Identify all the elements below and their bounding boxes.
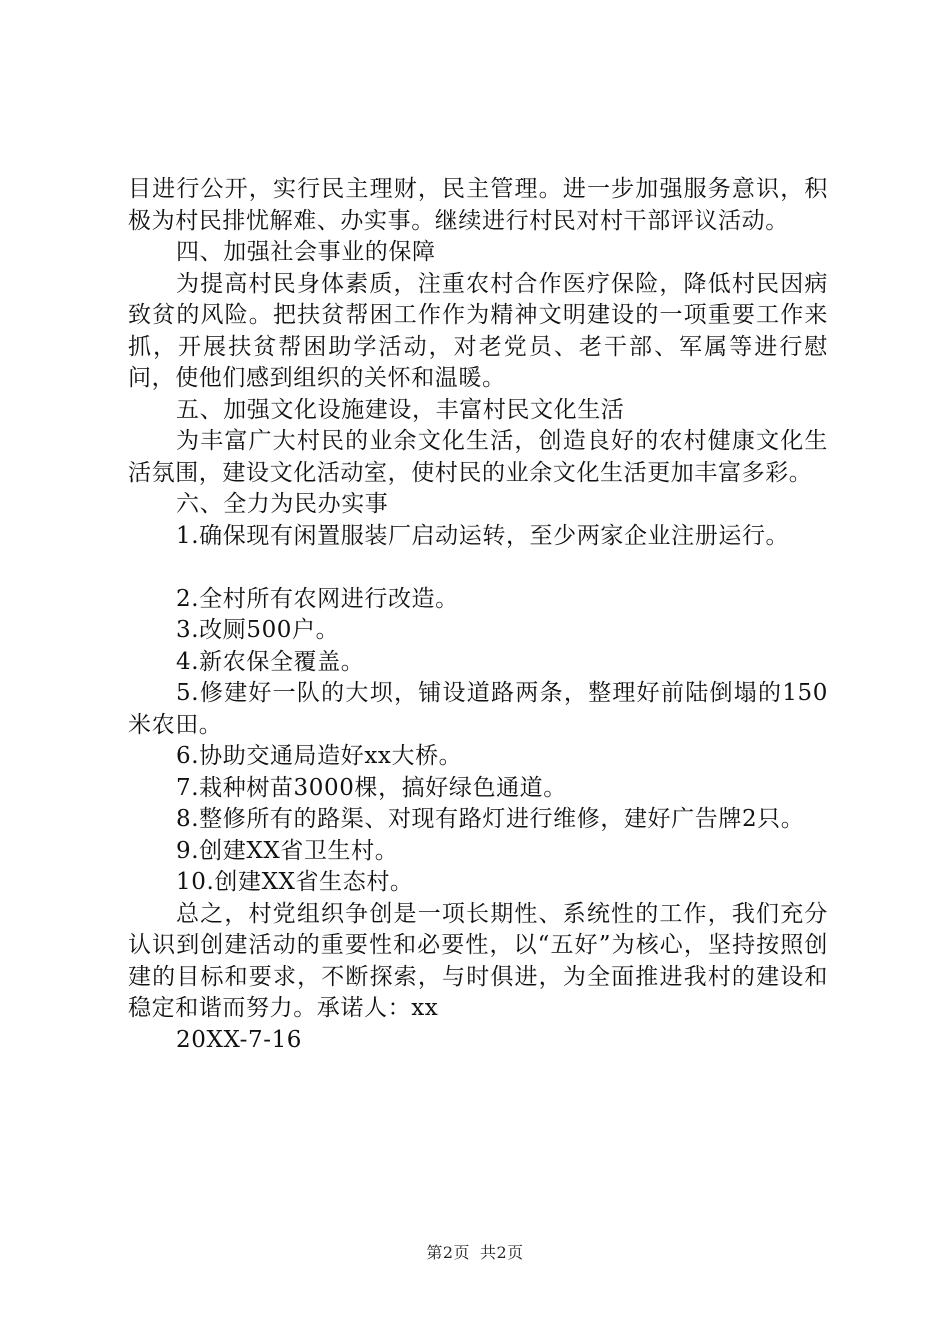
page-total: 共2页 xyxy=(480,1243,524,1262)
list-item-8: 8.整修所有的路渠、对现有路灯进行维修，建好广告牌2只。 xyxy=(176,806,805,832)
list-item-6: 6.协助交通局造好xx大桥。 xyxy=(176,743,463,769)
list-item-4: 4.新农保全覆盖。 xyxy=(176,648,365,675)
list-item-5: 5.修建好一队的大坝，铺设道路两条，整理好前陆倒塌的150米农田。 xyxy=(128,680,828,738)
heading-social-security: 四、加强社会事业的保障 xyxy=(176,239,436,265)
list-item-2: 2.全村所有农网进行改造。 xyxy=(176,585,459,612)
document-body xyxy=(128,174,828,1056)
paragraph-culture-life: 为丰富广大村民的业余文化生活，创造良好的农村健康文化生活氛围，建设文化活动室，使村民的业余文化生活更加丰富多彩。 xyxy=(128,428,828,486)
heading-practical-matters: 六、全力为民办实事 xyxy=(176,491,389,517)
document-date: 20XX-7-16 xyxy=(176,1026,303,1053)
list-item-9: 9.创建XX省卫生村。 xyxy=(176,837,399,864)
page-footer xyxy=(0,1243,950,1263)
paragraph-conclusion: 总之，村党组织争创是一项长期性、系统性的工作，我们充分认识到创建活动的重要性和必要性，以“五好”为核心，坚持按照创建的目标和要求，不断探索，与时俱进，为全面推进我村的建设和稳定和谐而努力。承诺人：xx xyxy=(128,900,828,1021)
paragraph-public-management: 目进行公开，实行民主理财，民主管理。进一步加强服务意识，积极为村民排忧解难、办实事。继续进行村民对村干部评议活动。 xyxy=(128,176,828,234)
list-item-10: 10.创建XX省生态村。 xyxy=(176,869,414,895)
list-item-3: 3.改厕500户。 xyxy=(176,617,340,643)
paragraph-health-insurance: 为提高村民身体素质，注重农村合作医疗保险，降低村民因病致贫的风险。把扶贫帮困工作作为精神文明建设的一项重要工作来抓，开展扶贫帮困助学活动，对老党员、老干部、军属等进行慰问，使他们感到组织的关怀和温暖。 xyxy=(128,270,828,391)
list-item-1: 1.确保现有闲置服装厂启动运转，至少两家企业注册运行。 xyxy=(176,522,790,549)
list-item-7: 7.栽种树苗3000棵，搞好绿色通道。 xyxy=(176,774,567,801)
page-number: 第2页 xyxy=(426,1243,470,1262)
blank-line xyxy=(128,552,828,584)
heading-culture-facilities: 五、加强文化设施建设，丰富村民文化生活 xyxy=(176,396,625,423)
